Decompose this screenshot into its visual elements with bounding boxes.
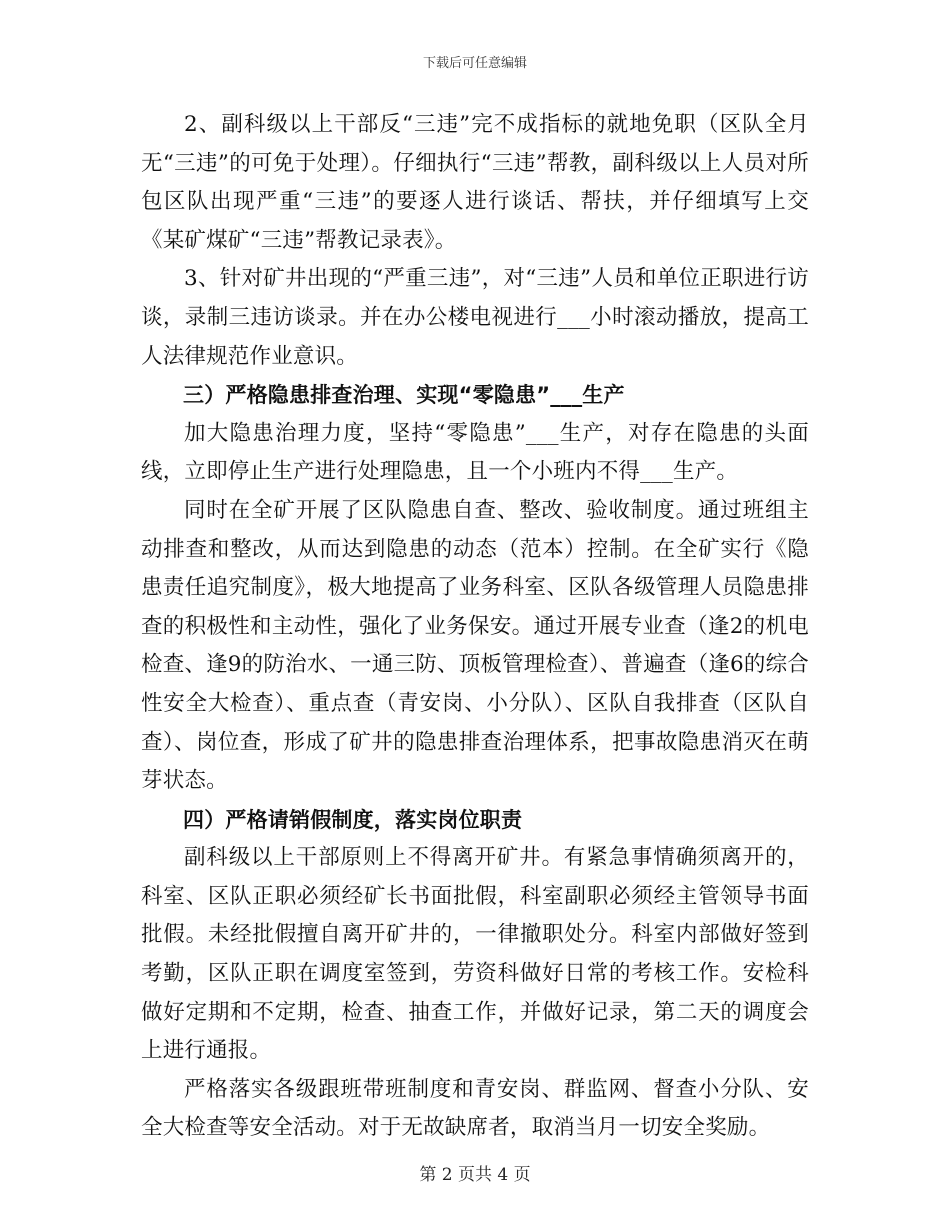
- document-body: [141, 106, 809, 1148]
- paragraph-hazard-control: 加大隐患治理力度，坚持“零隐患”___生产，对存在隐患的头面线，立即停止生产进行处理隐患，且一个小班内不得___生产。: [141, 420, 809, 485]
- section-heading-4: 四）严格请销假制度，落实岗位职责: [183, 807, 523, 832]
- paragraph-hazard-system: 同时在全矿开展了区队隐患自查、整改、验收制度。通过班组主动排查和整改，从而达到隐患的动态（范本）控制。在全矿实行《隐患责任追究制度》，极大地提高了业务科室、区队各级管理人员隐患排查的积极性和主动性，强化了业务保安。通过开展专业查（逢2的机电检查、逢9的防治水、一通三防、顶板管理检查）、普遍查（逢6的综合性安全大检查）、重点查（青安岗、小分队）、区队自我排查（区队自查）、岗位查，形成了矿井的隐患排查治理体系，把事故隐患消灭在萌芽状态。: [141, 497, 810, 794]
- paragraph-leave-policy: 副科级以上干部原则上不得离开矿井。有紧急事情确须离开的，科室、区队正职必须经矿长书面批假，科室副职必须经主管领导书面批假。未经批假擅自离开矿井的，一律撤职处分。科室内部做好签到考勤，区队正职在调度室签到，劳资科做好日常的考核工作。安检科做好定期和不定期，检查、抽查工作，并做好记录，第二天的调度会上进行通报。: [141, 845, 809, 1064]
- paragraph-safety-activities: 严格落实各级跟班带班制度和青安岗、群监网、督查小分队、安全大检查等安全活动。对于无故缺席者，取消当月一切安全奖励。: [141, 1076, 809, 1141]
- section-heading-3: 三）严格隐患排查治理、实现“零隐患”___生产: [183, 383, 625, 408]
- page-footer: 第 2 页共 4 页: [419, 1165, 531, 1185]
- paragraph-item-2: 2、副科级以上干部反“三违”完不成指标的就地免职（区队全月无“三违”的可免于处理）。仔细执行“三违”帮教，副科级以上人员对所包区队出现严重“三违”的要逐人进行谈话、帮扶，并仔细填写上交《某矿煤矿“三违”帮教记录表》。: [141, 112, 809, 253]
- page-header: 下载后可任意编辑: [422, 56, 527, 71]
- paragraph-item-3: 3、针对矿井出现的“严重三违”，对“三违”人员和单位正职进行访谈，录制三违访谈录。并在办公楼电视进行___小时滚动播放，提高工人法律规范作业意识。: [141, 266, 809, 369]
